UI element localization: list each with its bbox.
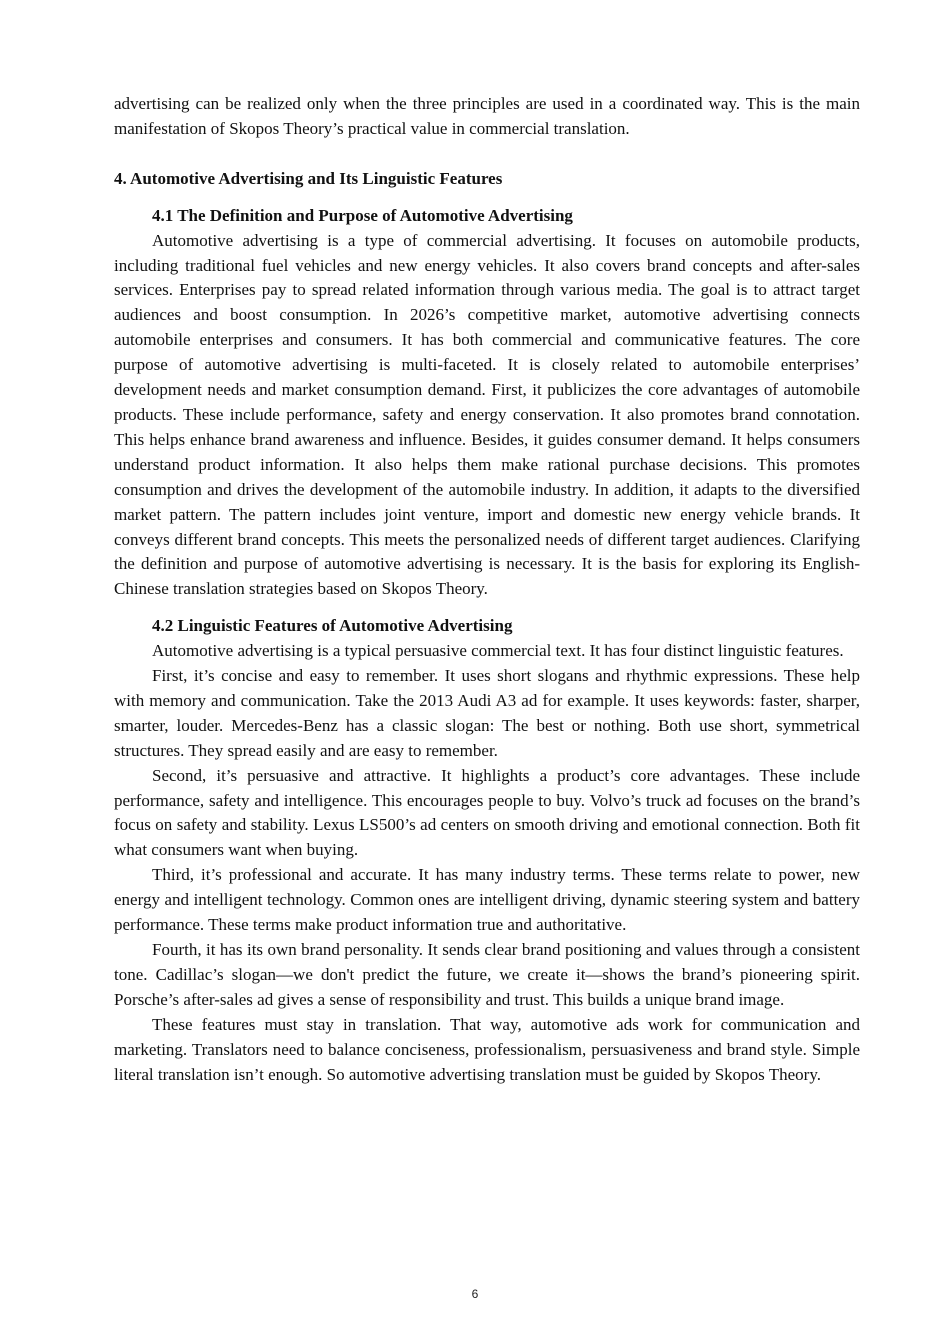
section-4-heading: 4. Automotive Advertising and Its Linguistic Features xyxy=(114,168,503,188)
document-body xyxy=(114,92,860,1087)
section-4-1-paragraph: Automotive advertising is a type of commercial advertising. It focuses on automobile products, including traditional fuel vehicles and new energy vehicles. It also covers brand concepts and after-sales services. Enterprises pay to spread related information through various media. The goal is to attract target audiences and boost consumption. In 2026’s competitive market, automotive advertising connects automobile enterprises and consumers. It has both commercial and communicative features. The core purpose of automotive advertising is multi-faceted. It is closely related to automobile enterprises’ development needs and market consumption demand. First, it publicizes the core advantages of automobile products. These include performance, safety and energy conservation. It also promotes brand connotation. This helps enhance brand awareness and influence. Besides, it guides consumer demand. It helps consumers understand product information. It also helps them make rational purchase decisions. This promotes consumption and drives the development of the automobile industry. In addition, it adapts to the diversified market pattern. The pattern includes joint venture, import and domestic new energy vehicle brands. It conveys different brand concepts. This meets the personalized needs of different target audiences. Clarifying the definition and purpose of automotive advertising is necessary. It is the basis for exploring its English-Chinese translation strategies based on Skopos Theory. xyxy=(114,230,860,599)
page-number: 6 xyxy=(471,1287,479,1301)
first-feature-paragraph: First, it’s concise and easy to remember. It uses short slogans and rhythmic expressions. These help with memory and communication. Take the 2013 Audi A3 ad for example. It uses keywords: faster, sharper, smarter, louder. Mercedes-Benz has a classic slogan: The best or nothing. Both use short, symmetrical structures. They spread easily and are easy to remember. xyxy=(114,666,860,760)
section-4-2-heading: 4.2 Linguistic Features of Automotive Advertising xyxy=(152,616,513,636)
closing-paragraph: These features must stay in translation. That way, automotive ads work for communication and marketing. Translators need to balance conciseness, professionalism, persuasiveness and brand style. Simple literal translation isn’t enough. So automotive advertising translation must be guided by Skopos Theory. xyxy=(114,1014,860,1084)
fourth-feature-paragraph: Fourth, it has its own brand personality. It sends clear brand positioning and values through a consistent tone. Cadillac’s slogan—we don't predict the future, we create it—shows the brand’s pioneering spirit. Porsche’s after-sales ad gives a sense of responsibility and trust. This builds a unique brand image. xyxy=(114,940,860,1009)
section-4-1-heading: 4.1 The Definition and Purpose of Automotive Advertising xyxy=(152,205,573,225)
second-feature-paragraph: Second, it’s persuasive and attractive. It highlights a product’s core advantages. These include performance, safety and intelligence. This encourages people to buy. Volvo’s truck ad focuses on the brand’s focus on safety and stability. Lexus LS500’s ad centers on smooth driving and emotional connection. Both fit what consumers want when buying. xyxy=(114,765,860,860)
section-4-2-intro-paragraph: Automotive advertising is a typical persuasive commercial text. It has four distinct linguistic features. xyxy=(152,641,844,661)
third-feature-paragraph: Third, it’s professional and accurate. It has many industry terms. These terms relate to power, new energy and intelligent technology. Common ones are intelligent driving, dynamic steering system and battery performance. These terms make product information true and authoritative. xyxy=(114,865,860,935)
intro-paragraph: advertising can be realized only when the three principles are used in a coordinated way. This is the main manifestation of Skopos Theory’s practical value in commercial translation. xyxy=(114,94,860,138)
